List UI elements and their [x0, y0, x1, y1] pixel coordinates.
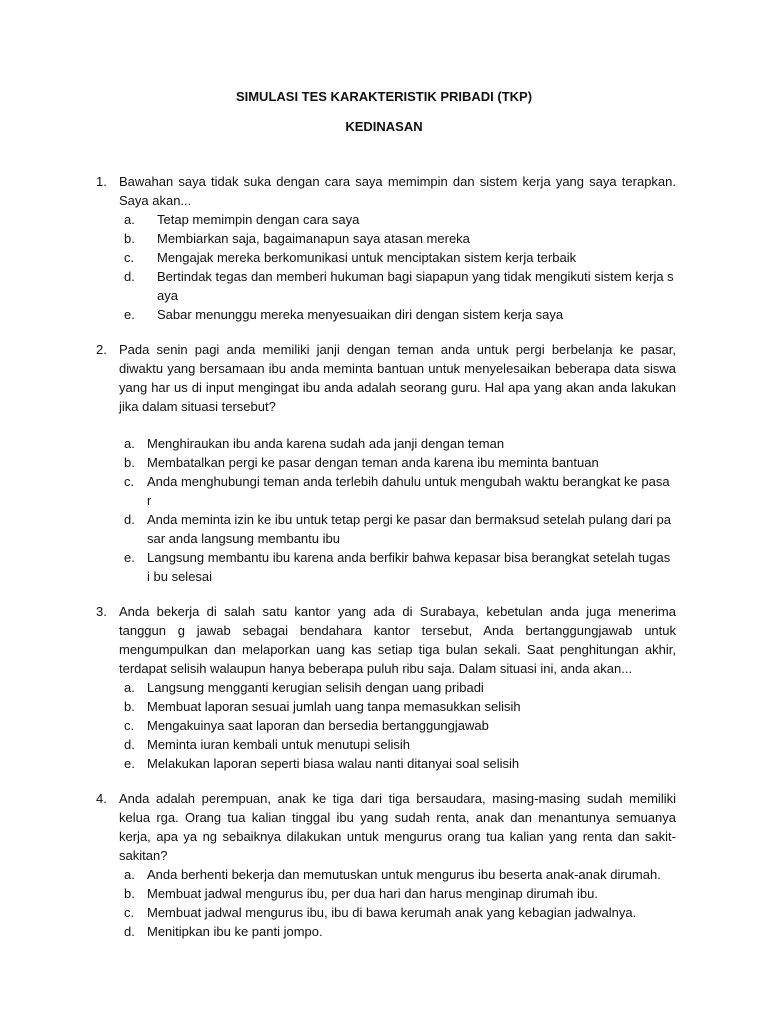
option-list: [119, 210, 676, 324]
question-text: Anda bekerja di salah satu kantor yang ada di Surabaya, kebetulan anda juga menerima tanggun g jawab sebagai bendahara kantor tersebut, Anda bertanggungjawab untuk mengumpulkan dan melaporkan uang kas setiap tiga bulan sekali. Saat penghitungan akhir, terdapat selisih walaupun hanya beberapa puluh ribu saja. Dalam situasi ini, anda akan...: [119, 604, 676, 676]
question-text: Anda adalah perempuan, anak ke tiga dari tiga bersaudara, masing-masing sudah memiliki kelua rga. Orang tua kalian tinggal ibu yang sudah renta, anak dan menantunya semuanya kerja, apa ya ng sebaiknya dilakukan untuk mengurus orang tua kalian yang renta dan sakit-sakitan?: [119, 791, 676, 863]
option-a: [119, 678, 676, 697]
option-e: [119, 754, 676, 773]
option-letter: e.: [124, 550, 135, 565]
option-b: [119, 884, 676, 903]
option-letter: b.: [124, 699, 135, 714]
option-text: Tetap memimpin dengan cara saya: [157, 212, 360, 227]
option-letter: a.: [124, 867, 135, 882]
option-d: [119, 922, 676, 941]
question-number: 4.: [96, 791, 107, 806]
option-text: Anda menghubungi teman anda terlebih dahulu untuk mengubah waktu berangkat ke pasa r: [147, 474, 670, 508]
question-4: [96, 789, 676, 941]
question-number: 1.: [96, 174, 107, 189]
question-3: [96, 602, 676, 773]
option-e: [119, 548, 676, 586]
option-text: Menghiraukan ibu anda karena sudah ada janji dengan teman: [147, 436, 505, 451]
question-2: [96, 340, 676, 586]
option-letter: c.: [124, 250, 135, 265]
option-text: Membuat laporan sesuai jumlah uang tanpa memasukkan selisih: [147, 699, 521, 714]
option-list: [119, 678, 676, 773]
option-letter: a.: [124, 680, 135, 695]
question-text: Pada senin pagi anda memiliki janji dengan teman anda untuk pergi berbelanja ke pasar, diwaktu yang bersamaan ibu anda meminta bantuan untuk menyelesaikan beberapa data siswa yang har us di input mengingat ibu anda adalah seorang guru. Hal apa yang akan anda lakukan jika dalam situasi tersebut?: [119, 342, 676, 414]
document-title: SIMULASI TES KARAKTERISTIK PRIBADI (TKP): [235, 89, 533, 104]
option-list: [119, 434, 676, 586]
option-text: Membuat jadwal mengurus ibu, ibu di bawa kerumah anak yang kebagian jadwalnya.: [147, 905, 637, 920]
option-text: Mengajak mereka berkomunikasi untuk menciptakan sistem kerja terbaik: [157, 250, 577, 265]
option-text: Meminta iuran kembali untuk menutupi selisih: [147, 737, 411, 752]
option-letter: b.: [124, 231, 135, 246]
option-letter: d.: [124, 737, 135, 752]
option-e: [119, 305, 676, 324]
option-letter: d.: [124, 924, 135, 939]
option-c: [119, 472, 676, 510]
question-number: 2.: [96, 342, 107, 357]
option-letter: b.: [124, 455, 135, 470]
option-list: [119, 865, 676, 941]
option-b: [119, 453, 676, 472]
option-text: Mengakuinya saat laporan dan bersedia bertanggungjawab: [147, 718, 489, 733]
option-b: [119, 229, 676, 248]
option-letter: c.: [124, 905, 135, 920]
option-d: [119, 267, 676, 305]
question-text: Bawahan saya tidak suka dengan cara saya memimpin dan sistem kerja yang saya terapkan. Saya akan...: [119, 174, 676, 208]
option-letter: b.: [124, 886, 135, 901]
question-list: [96, 172, 676, 957]
option-text: Anda meminta izin ke ibu untuk tetap pergi ke pasar dan bermaksud setelah pulang dari pa sar anda langsung membantu ibu: [147, 512, 671, 546]
question-1: [96, 172, 676, 324]
option-text: Melakukan laporan seperti biasa walau nanti ditanyai soal selisih: [147, 756, 520, 771]
option-letter: e.: [124, 756, 135, 771]
option-text: Membatalkan pergi ke pasar dengan teman anda karena ibu meminta bantuan: [147, 455, 599, 470]
option-text: Langsung mengganti kerugian selisih dengan uang pribadi: [147, 680, 484, 695]
option-letter: d.: [124, 512, 135, 527]
option-text: Langsung membantu ibu karena anda berfikir bahwa kepasar bisa berangkat setelah tugas i bu selesai: [147, 550, 671, 584]
option-a: [119, 865, 676, 884]
option-c: [119, 716, 676, 735]
option-c: [119, 903, 676, 922]
document-subtitle: KEDINASAN: [345, 119, 423, 134]
option-b: [119, 697, 676, 716]
question-number: 3.: [96, 604, 107, 619]
option-text: Membuat jadwal mengurus ibu, per dua hari dan harus menginap dirumah ibu.: [147, 886, 598, 901]
option-letter: d.: [124, 269, 135, 284]
option-letter: a.: [124, 436, 135, 451]
option-letter: a.: [124, 212, 135, 227]
option-letter: c.: [124, 718, 135, 733]
option-letter: e.: [124, 307, 135, 322]
option-text: Membiarkan saja, bagaimanapun saya atasan mereka: [157, 231, 470, 246]
option-letter: c.: [124, 474, 135, 489]
option-text: Sabar menunggu mereka menyesuaikan diri dengan sistem kerja saya: [157, 307, 564, 322]
option-a: [119, 434, 676, 453]
option-text: Bertindak tegas dan memberi hukuman bagi siapapun yang tidak mengikuti sistem kerja s aya: [157, 269, 674, 303]
option-a: [119, 210, 676, 229]
option-text: Anda berhenti bekerja dan memutuskan untuk mengurus ibu beserta anak-anak dirumah.: [147, 867, 661, 882]
option-d: [119, 510, 676, 548]
option-text: Menitipkan ibu ke panti jompo.: [147, 924, 323, 939]
option-c: [119, 248, 676, 267]
option-d: [119, 735, 676, 754]
